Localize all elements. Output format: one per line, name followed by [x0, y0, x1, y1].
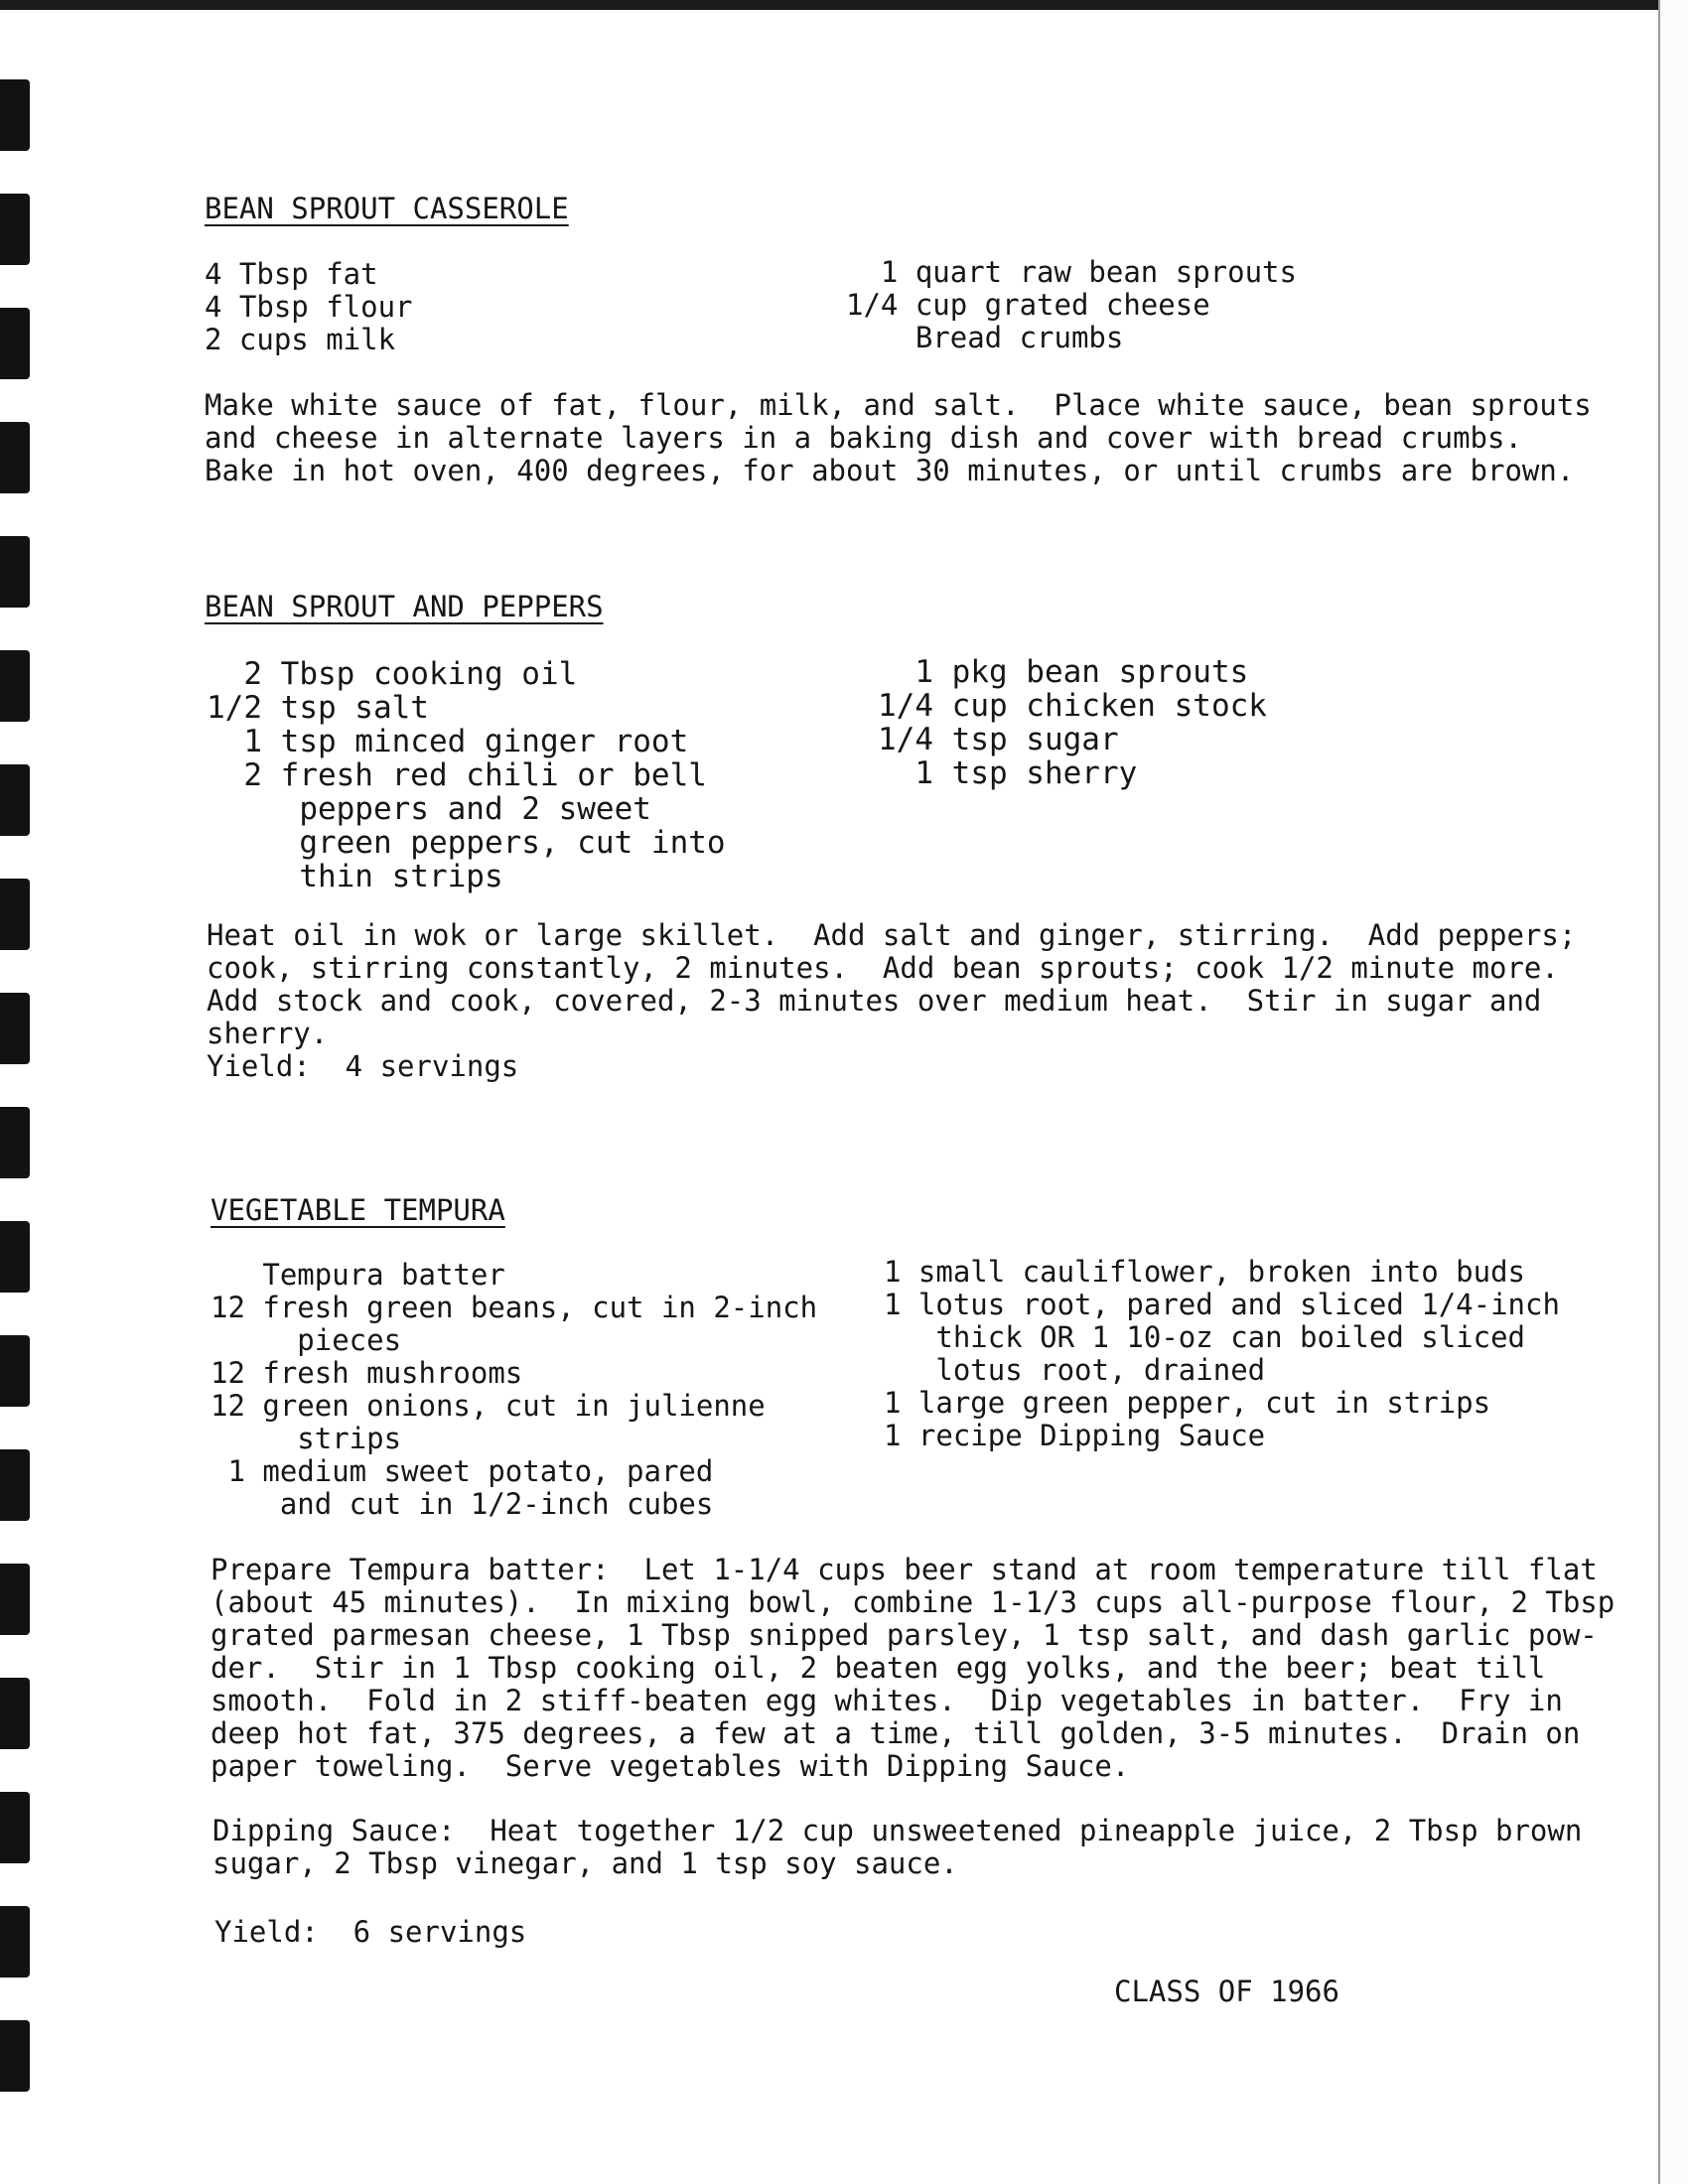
ingredient: 12 fresh green beans, cut in 2-inch: [211, 1291, 818, 1324]
ingredient: 2 Tbsp cooking oil: [207, 656, 578, 692]
binding-hole: [0, 1678, 30, 1749]
ingredient: peppers and 2 sweet: [207, 791, 651, 827]
ingredients-left: [211, 1259, 817, 1521]
binding-hole: [0, 1792, 30, 1863]
ingredient: 4 Tbsp flour: [205, 290, 413, 324]
direction-line: (about 45 minutes). In mixing bowl, combine 1-1/3 cups all-purpose flour, 2 Tbsp: [211, 1585, 1616, 1619]
ingredients-right: [884, 1256, 1560, 1452]
ingredient: 4 Tbsp fat: [205, 257, 378, 291]
recipe-yield: Yield: 6 servings: [214, 1915, 527, 1949]
ingredient: 1/4 cup chicken stock: [878, 688, 1267, 724]
direction-line: and cheese in alternate layers in a baking dish and cover with bread crumbs.: [205, 421, 1522, 455]
page-right-edge: [1658, 0, 1688, 2184]
ingredient: Tempura batter: [211, 1258, 505, 1292]
recipe-yield: Yield: 4 servings: [207, 1049, 519, 1083]
directions: [207, 919, 1576, 1083]
ingredient: 1 large green pepper, cut in strips: [884, 1386, 1491, 1420]
dipping-sauce: [212, 1815, 1582, 1880]
top-edge: [0, 0, 1688, 10]
direction-line: cook, stirring constantly, 2 minutes. Add bean sprouts; cook 1/2 minute more.: [207, 951, 1559, 985]
recipe-title: VEGETABLE TEMPURA: [211, 1193, 505, 1227]
binding-holes: [0, 40, 34, 2174]
binding-hole: [0, 308, 30, 379]
direction-line: paper toweling. Serve vegetables with Dipping Sauce.: [211, 1749, 1130, 1783]
ingredient: 12 green onions, cut in julienne: [211, 1389, 766, 1423]
binding-hole: [0, 536, 30, 608]
sauce-line: sugar, 2 Tbsp vinegar, and 1 tsp soy sauce.: [212, 1846, 958, 1880]
binding-hole: [0, 764, 30, 836]
ingredient: green peppers, cut into: [207, 825, 726, 861]
ingredient: and cut in 1/2-inch cubes: [211, 1487, 714, 1521]
ingredients-right: [846, 256, 1297, 354]
ingredient: strips: [211, 1422, 402, 1455]
binding-hole: [0, 422, 30, 493]
direction-line: Heat oil in wok or large skillet. Add salt and ginger, stirring. Add peppers;: [207, 918, 1577, 952]
ingredient: 1 tsp sherry: [878, 755, 1138, 791]
ingredient: thin strips: [207, 859, 503, 894]
ingredient: 1 pkg bean sprouts: [878, 654, 1249, 690]
recipe-title: BEAN SPROUT CASSEROLE: [205, 192, 569, 225]
binding-hole: [0, 79, 30, 151]
sauce-line: Dipping Sauce: Heat together 1/2 cup unsweetened pineapple juice, 2 Tbsp brown: [212, 1814, 1583, 1847]
ingredient: 2 fresh red chili or bell: [207, 757, 707, 793]
ingredient: 1 tsp minced ginger root: [207, 724, 689, 759]
binding-hole: [0, 993, 30, 1064]
binding-hole: [0, 1221, 30, 1293]
directions: [211, 1554, 1615, 1783]
binding-hole: [0, 1107, 30, 1178]
direction-line: der. Stir in 1 Tbsp cooking oil, 2 beaten egg yolks, and the beer; beat till: [211, 1651, 1546, 1685]
ingredient: 1/4 tsp sugar: [878, 722, 1119, 757]
direction-line: Add stock and cook, covered, 2-3 minutes over medium heat. Stir in sugar and: [207, 984, 1542, 1018]
ingredient: Bread crumbs: [846, 321, 1124, 354]
binding-hole: [0, 879, 30, 950]
binding-hole: [0, 1449, 30, 1521]
ingredient: 1 medium sweet potato, pared: [211, 1454, 714, 1488]
ingredient: lotus root, drained: [884, 1353, 1266, 1387]
ingredient: pieces: [211, 1323, 402, 1357]
direction-line: grated parmesan cheese, 1 Tbsp snipped parsley, 1 tsp salt, and dash garlic pow-: [211, 1618, 1598, 1652]
ingredient: 12 fresh mushrooms: [211, 1356, 523, 1390]
ingredient: 1 lotus root, pared and sliced 1/4-inch: [884, 1288, 1560, 1321]
binding-hole: [0, 1335, 30, 1407]
ingredient: 2 cups milk: [205, 323, 396, 356]
binding-hole: [0, 1906, 30, 1978]
recipe-title: BEAN SPROUT AND PEPPERS: [205, 590, 604, 623]
direction-line: sherry.: [207, 1017, 329, 1050]
ingredient: 1 quart raw bean sprouts: [846, 255, 1297, 289]
direction-line: Make white sauce of fat, flour, milk, and salt. Place white sauce, bean sprouts: [205, 388, 1592, 422]
direction-line: Bake in hot oven, 400 degrees, for about 30 minutes, or until crumbs are brown.: [205, 454, 1575, 487]
direction-line: Prepare Tempura batter: Let 1-1/4 cups beer stand at room temperature till flat: [211, 1553, 1598, 1586]
ingredient: thick OR 1 10-oz can boiled sliced: [884, 1320, 1526, 1354]
direction-line: deep hot fat, 375 degrees, a few at a time, till golden, 3-5 minutes. Drain on: [211, 1716, 1581, 1750]
ingredients-left: [205, 258, 413, 356]
ingredients-left: [207, 657, 726, 893]
binding-hole: [0, 650, 30, 722]
ingredient: 1/2 tsp salt: [207, 690, 429, 726]
binding-hole: [0, 1564, 30, 1635]
binding-hole: [0, 194, 30, 265]
direction-line: smooth. Fold in 2 stiff-beaten egg whites. Dip vegetables in batter. Fry in: [211, 1684, 1563, 1717]
directions: [205, 389, 1592, 487]
ingredient: 1/4 cup grated cheese: [846, 288, 1210, 322]
ingredient: 1 small cauliflower, broken into buds: [884, 1255, 1526, 1289]
ingredient: 1 recipe Dipping Sauce: [884, 1419, 1266, 1452]
footer-class-label: CLASS OF 1966: [1114, 1975, 1339, 2008]
binding-hole: [0, 2020, 30, 2092]
ingredients-right: [878, 655, 1267, 790]
